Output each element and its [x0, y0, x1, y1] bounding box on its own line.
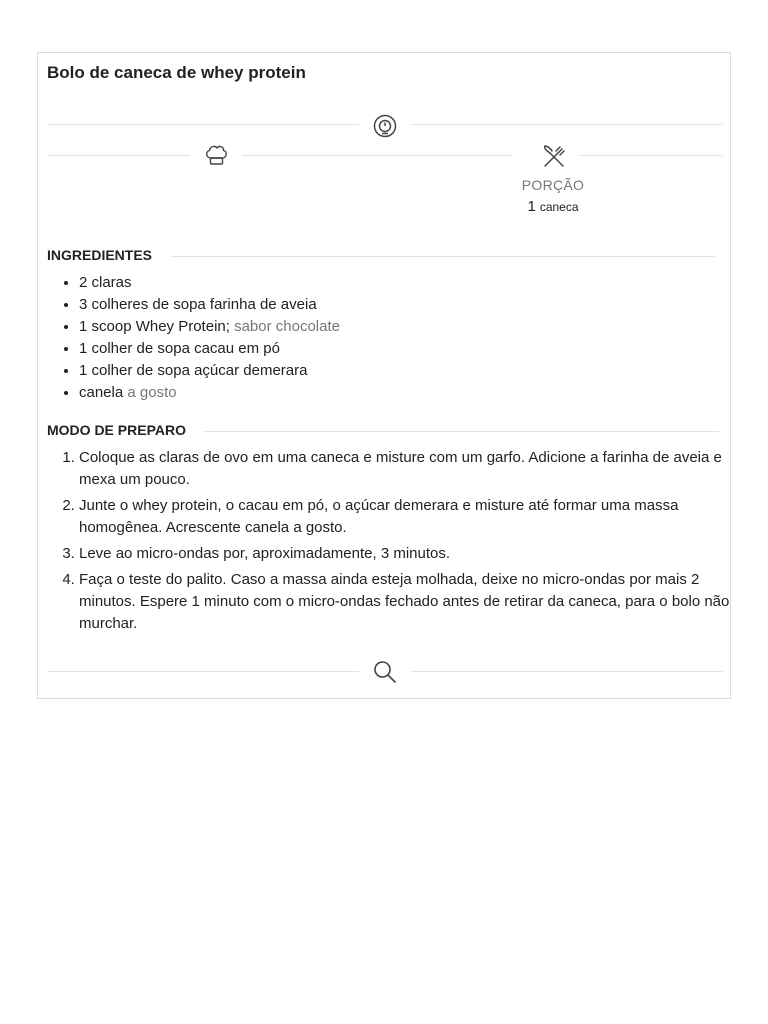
- divider: [47, 124, 359, 125]
- method-steps-list: [47, 447, 759, 639]
- ingredient-text: 2 claras: [79, 274, 132, 291]
- portion-amount: 1: [527, 198, 536, 215]
- recipe-card: [37, 52, 731, 699]
- divider: [47, 155, 190, 156]
- ingredient-item: [79, 382, 739, 404]
- ingredients-heading: INGREDIENTES: [47, 247, 153, 263]
- ingredient-text: 1 scoop Whey Protein;: [79, 318, 230, 335]
- divider: [411, 124, 723, 125]
- method-heading: MODO DE PREPARO: [47, 422, 186, 438]
- search-icon[interactable]: [372, 659, 398, 685]
- method-step: 2. Junte o whey protein, o cacau em pó, o açúcar demerara e misture até formar uma massa homogênea. Acrescente canela a gosto.: [79, 495, 759, 539]
- ingredient-item: [79, 338, 739, 360]
- divider: [411, 671, 723, 672]
- divider: [171, 256, 715, 257]
- method-step: 3. Leve ao micro-ondas por, aproximadamente, 3 minutos.: [79, 543, 759, 565]
- portion-label: PORÇÃO: [521, 177, 585, 193]
- ingredient-item: [79, 294, 739, 316]
- fork-knife-icon: [541, 143, 567, 169]
- ingredient-note: sabor chocolate: [234, 318, 340, 335]
- ingredient-text: 3 colheres de sopa farinha de aveia: [79, 296, 317, 313]
- ingredient-item: [79, 272, 739, 294]
- ingredient-item: [79, 360, 739, 382]
- divider: [204, 431, 719, 432]
- divider: [242, 155, 512, 156]
- ingredient-note: a gosto: [127, 384, 177, 401]
- timer-icon: [372, 113, 398, 139]
- ingredients-list: [47, 272, 739, 404]
- portion-unit: caneca: [539, 200, 579, 214]
- ingredient-text: canela: [79, 384, 124, 401]
- ingredient-text: 1 colher de sopa cacau em pó: [79, 340, 280, 357]
- method-step: 1. Coloque as claras de ovo em uma caneca e misture com um garfo. Adicione a farinha de aveia e mexa um pouco.: [79, 447, 759, 491]
- ingredient-text: 1 colher de sopa açúcar demerara: [79, 362, 308, 379]
- chef-hat-icon: [204, 143, 229, 169]
- divider: [47, 671, 359, 672]
- method-step: 4. Faça o teste do palito. Caso a massa ainda esteja molhada, deixe no micro-ondas por mais 2 minutos. Espere 1 minuto com o micro-ondas fechado antes de retirar da caneca, para o bolo não murchar.: [79, 569, 759, 635]
- portion-value: [508, 198, 598, 215]
- recipe-title: Bolo de caneca de whey protein: [47, 63, 306, 82]
- ingredient-item: [79, 316, 739, 338]
- divider: [580, 155, 723, 156]
